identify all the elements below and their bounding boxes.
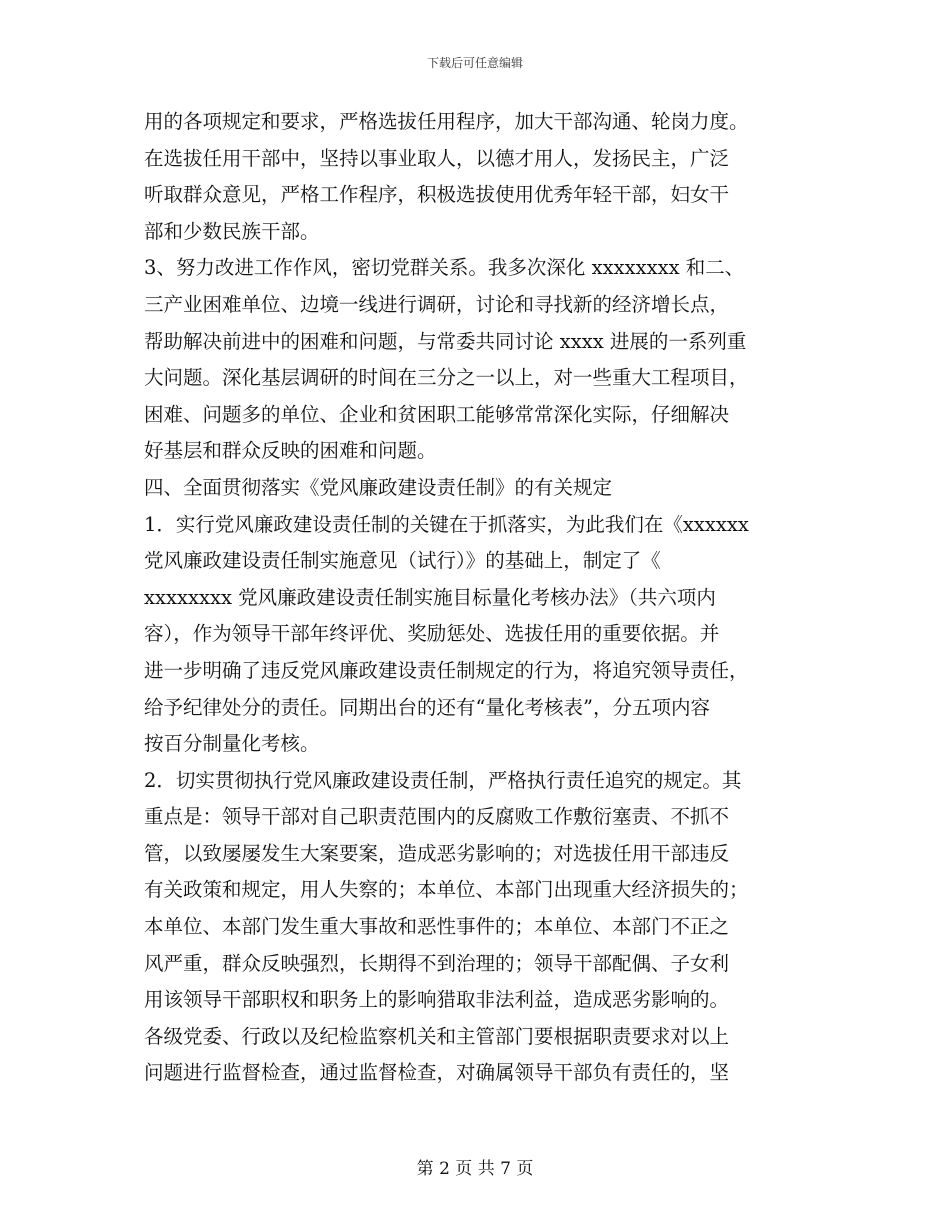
- page-header-note: 下载后可任意编辑: [426, 56, 523, 70]
- text-line: 有关政策和规定，用人失察的；本单位、本部门出现重大经济损失的；: [144, 878, 749, 902]
- text-line: 给予纪律处分的责任。同期出台的还有“量化考核表”，分五项内容: [144, 695, 710, 719]
- text-line: 问题进行监督检查，通过监督检查，对确属领导干部负有责任的，坚: [144, 1061, 730, 1085]
- text-line: 重点是：领导干部对自己职责范围内的反腐败工作敷衍塞责、不抓不: [144, 805, 730, 829]
- text-line: 3、努力改进工作作风，密切党群关系。我多次深化 xxxxxxxx 和二、: [144, 256, 745, 280]
- text-line: 本单位、本部门发生重大事故和恶性事件的；本单位、本部门不正之: [144, 915, 730, 939]
- text-line: 风严重，群众反映强烈，长期得不到治理的；领导干部配偶、子女利: [144, 951, 730, 975]
- document-body: [144, 104, 809, 1092]
- text-line: 党风廉政建设责任制实施意见（试行）》的基础上，制定了《: [144, 549, 661, 573]
- text-line: 2．切实贯彻执行党风廉政建设责任制，严格执行责任追究的规定。其: [144, 768, 742, 792]
- page-number-footer: 第 2 页 共 7 页: [416, 1159, 534, 1179]
- text-line: 1．实行党风廉政建设责任制的关键在于抓落实，为此我们在《xxxxxx: [144, 512, 749, 536]
- text-line: 好基层和群众反映的困难和问题。: [144, 439, 437, 463]
- text-line: 管，以致屡屡发生大案要案，造成恶劣影响的；对选拔任用干部违反: [144, 841, 730, 865]
- text-line: 按百分制量化考核。: [144, 732, 320, 756]
- text-line: 容），作为领导干部年终评优、奖励惩处、选拔任用的重要依据。并: [144, 622, 720, 646]
- text-line: 各级党委、行政以及纪检监察机关和主管部门要根据职责要求对以上: [144, 1024, 730, 1048]
- text-line: 用的各项规定和要求，严格选拔任用程序，加大干部沟通、轮岗力度。: [144, 110, 749, 133]
- text-line: 三产业困难单位、边境一线进行调研，讨论和寻找新的经济增长点，: [144, 292, 730, 316]
- text-line: 听取群众意见，严格工作程序，积极选拔使用优秀年轻干部，妇女干: [144, 183, 730, 207]
- text-line: xxxxxxxx 党风廉政建设责任制实施目标量化考核办法》（共六项内: [144, 585, 716, 609]
- text-line: 用该领导干部职权和职务上的影响猎取非法利益，造成恶劣影响的。: [144, 988, 730, 1012]
- text-line: 帮助解决前进中的困难和问题，与常委共同讨论 xxxx 进展的一系列重: [144, 329, 747, 353]
- text-line: 进一步明确了违反党风廉政建设责任制规定的行为，将追究领导责任，: [144, 658, 749, 682]
- text-line: 在选拔任用干部中，坚持以事业取人，以德才用人，发扬民主，广泛: [144, 146, 730, 170]
- text-line: 大问题。深化基层调研的时间在三分之一以上，对一些重大工程项目，: [144, 366, 749, 390]
- text-line: 困难、问题多的单位、企业和贫困职工能够常常深化实际，仔细解决: [144, 402, 730, 426]
- section-heading: 四、全面贯彻落实《党风廉政建设责任制》的有关规定: [144, 475, 613, 499]
- text-line: 部和少数民族干部。: [144, 219, 320, 243]
